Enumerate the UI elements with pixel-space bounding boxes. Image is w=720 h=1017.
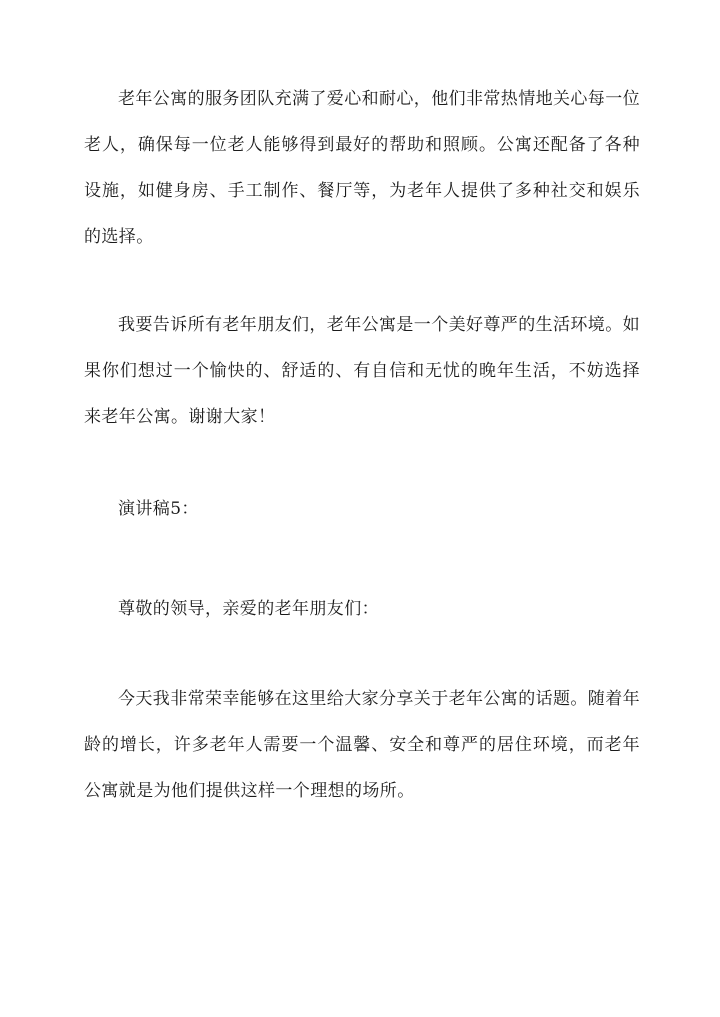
paragraph-service-team: 老年公寓的服务团队充满了爱心和耐心，他们非常热情地关心每一位老人，确保每一位老人能够得到最好的帮助和照顾。公寓还配备了各种设施，如健身房、手工制作、餐厅等，为老年人提供了多种社交和娱乐的选择。 — [84, 89, 640, 247]
salutation: 尊敬的领导，亲爱的老年朋友们： — [118, 599, 379, 619]
paragraph-introduction: 今天我非常荣幸能够在这里给大家分享关于老年公寓的话题。随着年龄的增长，许多老年人需要一个温馨、安全和尊严的居住环境，而老年公寓就是为他们提供这样一个理想的场所。 — [84, 689, 640, 801]
speech-heading: 演讲稿5： — [118, 499, 199, 519]
paragraph-closing-remarks: 我要告诉所有老年朋友们，老年公寓是一个美好尊严的生活环境。如果你们想过一个愉快的、舒适的、有自信和无忧的晚年生活，不妨选择来老年公寓。谢谢大家！ — [84, 315, 640, 427]
